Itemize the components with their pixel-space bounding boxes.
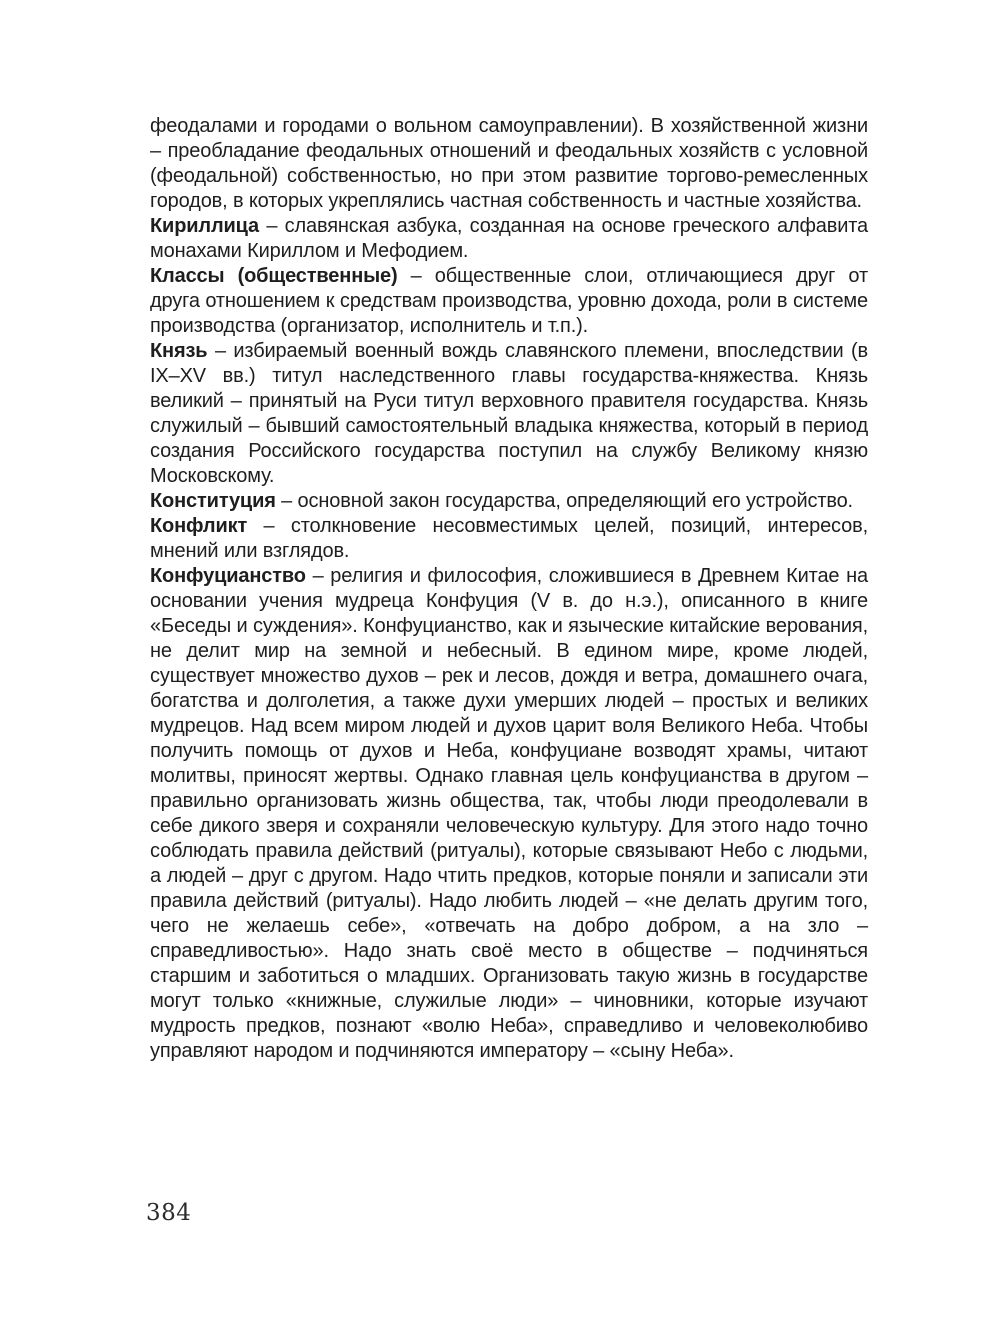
glossary-entry-kirillitsa: [150, 214, 868, 264]
term-label: Классы (общественные): [150, 265, 398, 287]
definition-text: – славянская азбука, созданная на основе греческого алфавита монахами Кириллом и Мефодием.: [150, 215, 868, 262]
term-label: Кириллица: [150, 215, 260, 237]
glossary-entry-konstitutsiya: [150, 489, 868, 514]
term-label: Конституция: [150, 490, 276, 512]
page-number: 384: [146, 1200, 192, 1226]
glossary-text-block: [150, 114, 868, 1064]
definition-text: – общественные слои, отличающиеся друг от друга отношением к средствам производства, уровню дохода, роли в системе производства (организатор, исполнитель и т.п.).: [150, 265, 868, 337]
paragraph-continuation: [150, 114, 868, 214]
definition-text: – избираемый военный вождь славянского племени, впоследствии (в IX–XV вв.) титул наследственного главы государства-княжества. Князь великий – принятый на Руси титул верховного правителя государства. Князь служилый – бывший самостоятельный владыка княжества, который в период создания Российского государства поступил на службу Великому князю Московскому.: [150, 340, 868, 487]
term-label: Князь: [150, 340, 208, 362]
glossary-entry-konfutsianstvo: [150, 564, 868, 1064]
term-label: Конфуцианство: [150, 565, 306, 587]
glossary-entry-knyaz: [150, 339, 868, 489]
definition-text: феодалами и городами о вольном самоуправлении). В хозяйственной жизни – преобладание феодальных отношений и феодальных хозяйств с условной (феодальной) собственностью, но при этом развитие торгово-ремесленных городов, в которых укреплялись частная собственность и частные хозяйства.: [150, 115, 868, 212]
glossary-entry-konflikt: [150, 514, 868, 564]
definition-text: – религия и философия, сложившиеся в Древнем Китае на основании учения мудреца Конфуция (V в. до н.э.), описанного в книге «Беседы и суждения». Конфуцианство, как и языческие китайские верования, не делит мир на земной и небесный. В едином мире, кроме людей, существует множество духов – рек и лесов, дождя и ветра, домашнего очага, богатства и долголетия, а также духи умерших людей – простых и великих мудрецов. Над всем миром людей и духов царит воля Великого Неба. Чтобы получить помощь от духов и Неба, конфуциане возводят храмы, читают молитвы, приносят жертвы. Однако главная цель конфуцианства в другом – правильно организовать жизнь общества, так, чтобы люди преодолевали в себе дикого зверя и сохраняли человеческую культуру. Для этого надо точно соблюдать правила действий (ритуалы), которые связывают Небо с людьми, а людей – друг с другом. Надо чтить предков, которые поняли и записали эти правила действий (ритуалы). Надо любить людей – «не делать другим того, чего не желаешь себе», «отвечать на добро добром, а на зло – справедливостью». Надо знать своё место в обществе – подчиняться старшим и заботиться о младших. Организовать такую жизнь в государстве могут только «книжные, служилые люди» – чиновники, которые изучают мудрость предков, познают «волю Неба», справедливо и человеколюбиво управляют народом и подчиняются императору – «сыну Неба».: [150, 565, 868, 1062]
glossary-entry-klassy: [150, 264, 868, 339]
definition-text: – основной закон государства, определяющий его устройство.: [275, 490, 853, 512]
term-label: Конфликт: [150, 515, 248, 537]
definition-text: – столкновение несовместимых целей, позиций, интересов, мнений или взглядов.: [150, 515, 868, 562]
